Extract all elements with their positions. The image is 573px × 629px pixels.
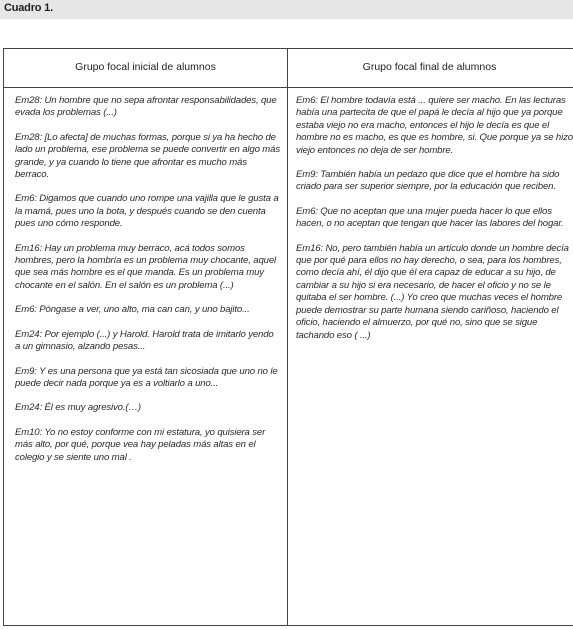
left-entry: Em28: Un hombre que no sepa afrontar responsabilidades, que evada los problemas (...) — [15, 95, 277, 119]
left-entry: Em24: Él es muy agresivo.(…) — [15, 402, 141, 414]
left-entry: Em6: Digamos que cuando uno rompe una vajilla que le gusta a la mamá, pues uno la bota, y después cuando se den cuenta pues uno cómo responde. — [15, 193, 279, 230]
left-entry: Em16: Hay un problema muy berraco, acá todos somos hombres, pero la hombría es un problema muy chocante, aquel que sea más hombre es el que manda. Es un problema muy chocante en el salón. En el salón es un problema (...) — [15, 242, 276, 291]
comparison-table — [3, 48, 573, 626]
left-entry: Em10: Yo no estoy conforme con mi estatura, yo quisiera ser más alto, por qué, porque vea hay peladas más altas en el colegio y se siente uno mal . — [15, 426, 266, 463]
right-column-header: Grupo focal final de alumnos — [362, 61, 497, 73]
right-entry: Em16: No, pero también había un artículo donde un hombre decía que por qué para ellos no hay derecho, o sea, para los hombres, como decía ahí, él dijo que él era capaz de educar a su hijo, de cambiar a su hijo si era necesario, de hacer el oficio y no se le quitaba el ser hombre. (...) Yo creo que muchas veces el hombre puede demostrar su parte humana siendo cariñoso, haciendo el oficio, haciendo el almuerzo, por qué no, sino que se sigue tachando eso ( ...) — [296, 242, 569, 341]
column-divider — [287, 49, 288, 625]
right-entry: Em6: El hombre todavía está ... quiere ser macho. En las lecturas había una partecita de que el papá le decía al hijo que ya porque estaba viejo no era macho, entonces el hijo le decía es que el hombre no es macho, es que es hombre, si. Que porque ya se hizo viejo entonces no deja de ser hombre. — [296, 95, 573, 156]
left-column-body — [15, 95, 281, 476]
table-header-row — [4, 49, 573, 88]
left-entry: Em9: Y es una persona que ya está tan sicosiada que uno no le puede decir nada porque ya es a voltiarlo a uno... — [15, 365, 278, 389]
left-entry: Em28: [Lo afecta] de muchas formas, porque si ya ha hecho de lado un problema, ese problema se puede convertir en algo más grande, y ya cuando lo tiene que afrontar es mucho más berraco. — [15, 131, 280, 181]
right-entry: Em9: También había un pedazo que dice que el hombre ha sido criado para ser superior siempre, por la educación que reciben. — [296, 169, 560, 193]
right-column-body — [296, 95, 573, 354]
left-entry: Em24: Por ejemplo (...) y Harold. Harold trata de imitarlo yendo a un gimnasio, alzando pesas... — [15, 328, 274, 353]
left-column-header: Grupo focal inicial de alumnos — [75, 61, 216, 73]
right-entry: Em6: Que no aceptan que una mujer pueda hacer lo que ellos hacen, o no aceptan que tengan que hacer las labores del hogar. — [296, 205, 564, 230]
table-title: Cuadro 1. — [4, 2, 53, 14]
left-entry: Em6: Póngase a ver, uno alto, ma can can, y uno bajito... — [15, 304, 250, 316]
